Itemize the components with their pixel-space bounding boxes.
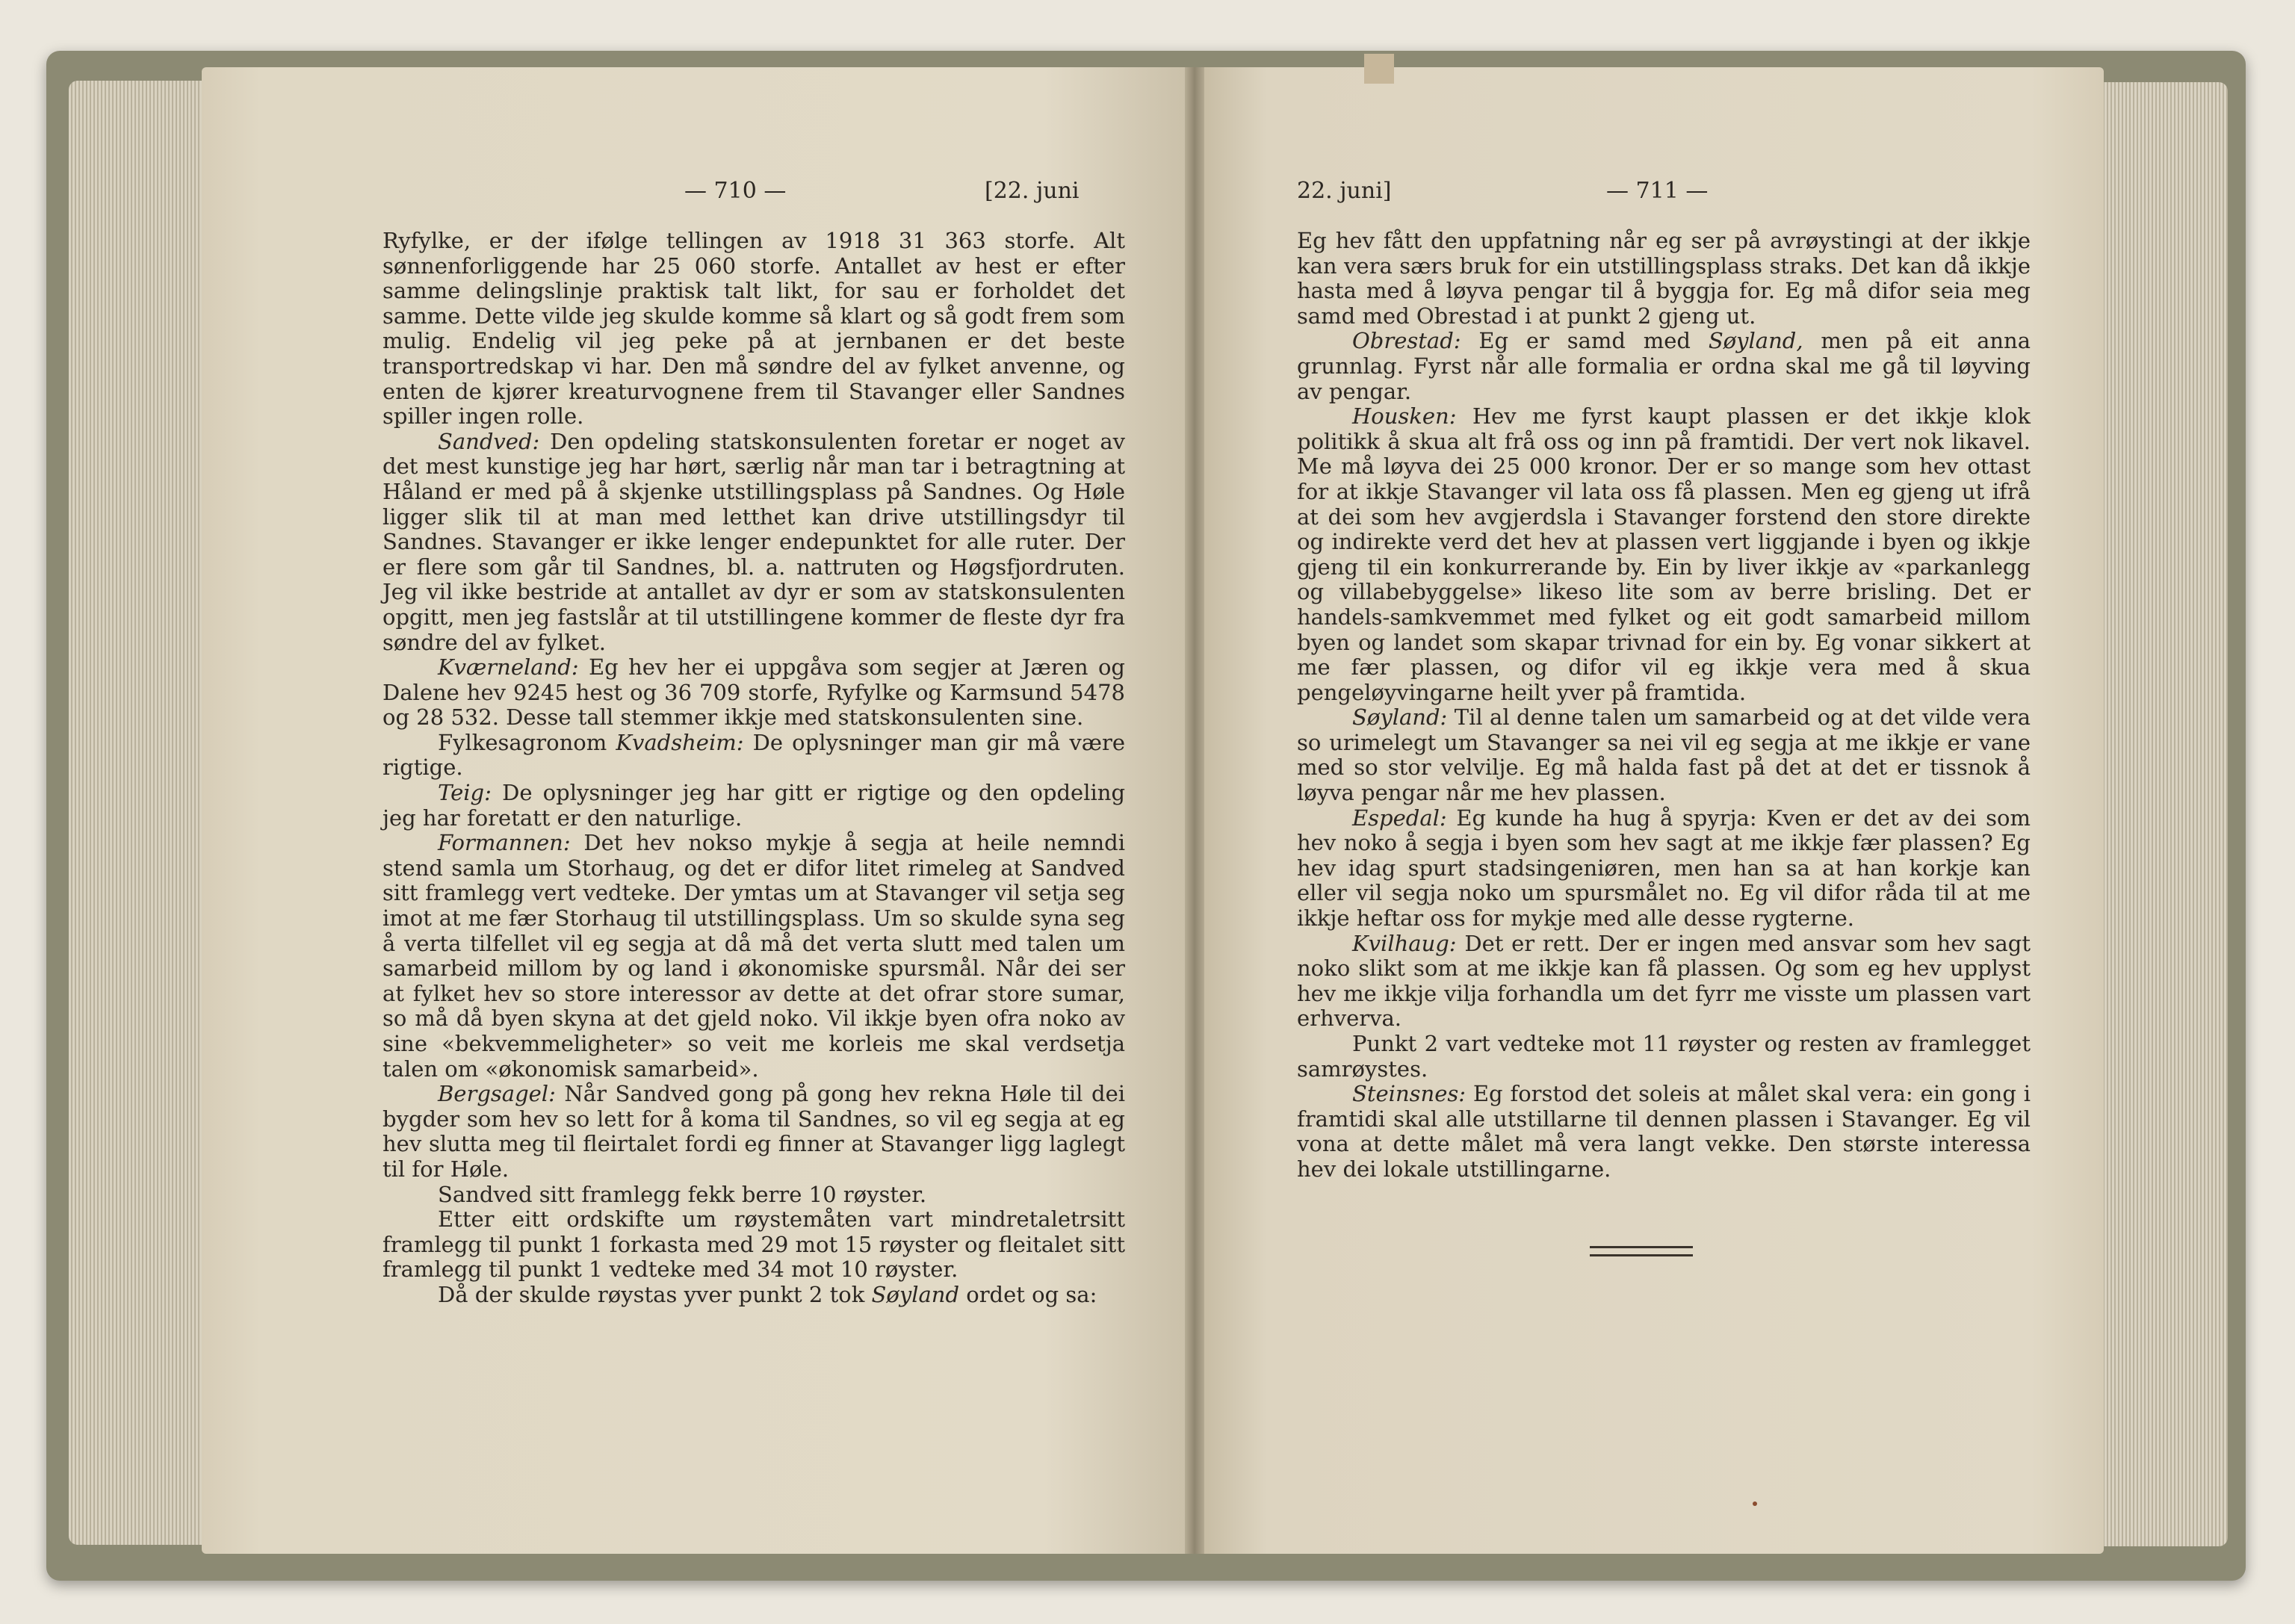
paragraph: Teig: De oplysninger jeg har gitt er rigtige og den opdeling jeg har foretatt er den naturlige. [382,780,1126,831]
page-edges-right [2092,82,2228,1546]
speaker-name: Kvilhaug: [1352,930,1457,956]
paragraph: Formannen: Det hev nokso mykje å segja at heile nemndi stend samla um Storhaug, og det er difor litet rimeleg at Sandved sitt framlegg vert vedteke. Der ymtas um at Stavanger vil setja seg imot at me fær Storhaug til utstillingsplass. Um so skulde syna seg å verta tilfellet vil eg segja at då må det verta slutt med talen um samarbeid millom by og land i økonomiske spursmål. Når dei ser at fylket hev so store interessor av dette at det ofrar store sumar, so må då byen skyna at det gjeld noko. Vil ikkje byen ofra noko av sine «bekvemmeligheter» so veit me korleis me skal verdsetja talen om «økonomisk samarbeid». [382,830,1125,1082]
paragraph: Kvilhaug: Det er rett. Der er ingen med ansvar som hev sagt noko slikt som at me ikkje kan få plassen. Og som eg hev upplyst hev me ikkje vilja forhandla um det fyrr me visste um plassen vart erhverva. [1297,930,2031,1032]
paragraph: Obrestad: Eg er samd med Søyland, men på eit anna grunnlag. Fyrst når alle formalia er ordna skal me gå til løyving av pengar. [1297,328,2031,404]
left-column-text [382,229,1125,1308]
speaker-name: Sandved: [438,428,540,454]
paragraph: Sandved sitt framlegg fekk berre 10 røyster. [438,1181,927,1207]
speaker-name: Søyland [871,1281,960,1307]
paragraph: Housken: Hev me fyrst kaupt plassen er det ikkje klok politikk å skua alt frå oss og inn på framtidi. Der vert nok likavel. Me må løyva dei 25 000 kronor. Der er so mange som hev ottast for at ikkje Stavanger vil lata oss få plassen. Men eg gjeng ut ifrå at dei som hev avgjerdsla i Stavanger forstend den store direkte og indirekte verd det hev at plassen vert liggjande i byen og ikkje gjeng til ein konkurrerande by. Ein by liver ikkje av «parkanlegg og villabebyggelse» likeso lite som av berre brisling. Det er handels-samkvemmet med fylket og eit godt samarbeid millom byen og landet som skapar trivnad for ein by. Eg vonar sikkert at me fær plassen, og difor vil eg ikkje vera med å skua pengeløyvingarne heilt yver på framtida. [1297,403,2031,705]
book-spine-gutter [1185,67,1204,1554]
page-edges-left [69,81,211,1545]
paragraph: Bergsagel: Når Sandved gong på gong hev rekna Høle til dei bygder som hev so lett for å koma til Sandnes, so vil eg segja at eg hev slutta meg til fleirtalet fordi eg finner at Stavanger ligg laglegt til for Høle. [382,1081,1126,1182]
speaker-name: Housken: [1352,403,1457,430]
section-end-rule [1590,1246,1693,1256]
paragraph: Steinsnes: Eg forstod det soleis at målet skal vera: ein gong i framtidi skal alle utstillarne til dennen plassen i Stavanger. Eg vil vona at dette målet må vera langt vekke. Den største interessa hev dei lokale utstillingarne. [1297,1081,2031,1182]
bookmark-ribbon [1364,54,1394,84]
paragraph: Sandved: Den opdeling statskonsulenten foretar er noget av det mest kunstige jeg har hørt, særlig når man tar i betragtning at Håland er med på å skjenke utstillingsplass på Sandnes. Og Høle ligger slik til at man med letthet kan drive utstillingsdyr til Sandnes. Stavanger er ikke lenger endepunktet for alle ruter. Der er flere som går til Sandnes, bl. a. nattruten og Høgsfjordruten. Jeg vil ikke bestride at antallet av dyr er som av statskonsulenten opgitt, men jeg fastslår at til utstillingene kommer de fleste dyr fra søndre del av fylket. [382,428,1126,655]
right-page-date: 22. juni] [1297,178,1392,204]
paragraph: Då der skulde røystas yver punkt 2 tok Søyland ordet og sa: [438,1281,1097,1307]
right-page-number: — 711 — [1606,178,1709,204]
paragraph: Punkt 2 vart vedteke mot 11 røyster og resten av framlegget samrøystes. [1297,1031,2031,1082]
paper-stain [1753,1501,1757,1506]
paragraph: Eg hev fått den uppfatning når eg ser på avrøystingi at der ikkje kan vera særs bruk for ein utstillingsplass straks. Det kan då ikkje hasta med å løyva pengar til å byggja for. Eg må difor seia meg samd med Obrestad i at punkt 2 gjeng ut. [1297,228,2031,329]
speaker-name: Søyland: [1352,704,1448,731]
speaker-name: Kværneland: [438,654,579,681]
left-page-number: — 710 — [684,178,787,204]
speaker-name: Formannen: [438,830,571,856]
speaker-name: Steinsnes: [1352,1081,1466,1107]
paragraph: Etter eitt ordskifte um røystemåten vart mindretaletrsitt framlegg til punkt 1 forkasta med 29 mot 15 røyster og fleitalet sitt framlegg til punkt 1 vedteke med 34 mot 10 røyster. [382,1206,1125,1283]
paragraph: Espedal: Eg kunde ha hug å spyrja: Kven er det av dei som hev noko å segja i byen som hev sagt at me ikkje fær plassen? Eg hev idag spurt stadsingeniøren, men han sa at han korkje kan eller vil segja noko um spursmålet no. Eg vil difor råda til at me ikkje heftar oss for mykje med alle desse rygterne. [1297,805,2031,932]
speaker-name: Obrestad: [1352,328,1461,354]
speaker-name: Kvadsheim: [616,729,744,755]
speaker-name: Espedal: [1352,805,1447,831]
speaker-name: Teig: [438,780,492,806]
speaker-name: Bergsagel: [438,1081,556,1107]
left-page-date: [22. juni [985,178,1080,204]
paragraph: Ryfylke, er der ifølge tellingen av 1918 31 363 storfe. Alt sønnenforliggende har 25 060 storfe. Antallet av hest er efter samme delingslinje praktisk talt likt, for sau er forholdet det samme. Dette vilde jeg skulde komme så klart og så godt frem som mulig. Endelig vil jeg peke på at jernbanen er det beste transportredskap vi har. Den må søndre del av fylket anvenne, og enten de kjører kreaturvognene frem til Stavanger eller Sandnes spiller ingen rolle. [382,228,1125,430]
paragraph: Fylkesagronom Kvadsheim: De oplysninger man gir må være rigtige. [382,729,1126,781]
right-column-text [1297,229,2031,1183]
paragraph: Kværneland: Eg hev her ei uppgåva som segjer at Jæren og Dalene hev 9245 hest og 36 709 storfe, Ryfylke og Karmsund 5478 og 28 532. Desse tall stemmer ikkje med statskonsulenten sine. [382,654,1125,731]
paragraph: Søyland: Til al denne talen um samarbeid og at det vilde vera so urimelegt um Stavanger sa nei vil eg segja at me ikkje er vane med so stor velvilje. Eg må halda fast på det at det er tissnok å løyva pengar når me hev plassen. [1297,704,2031,806]
